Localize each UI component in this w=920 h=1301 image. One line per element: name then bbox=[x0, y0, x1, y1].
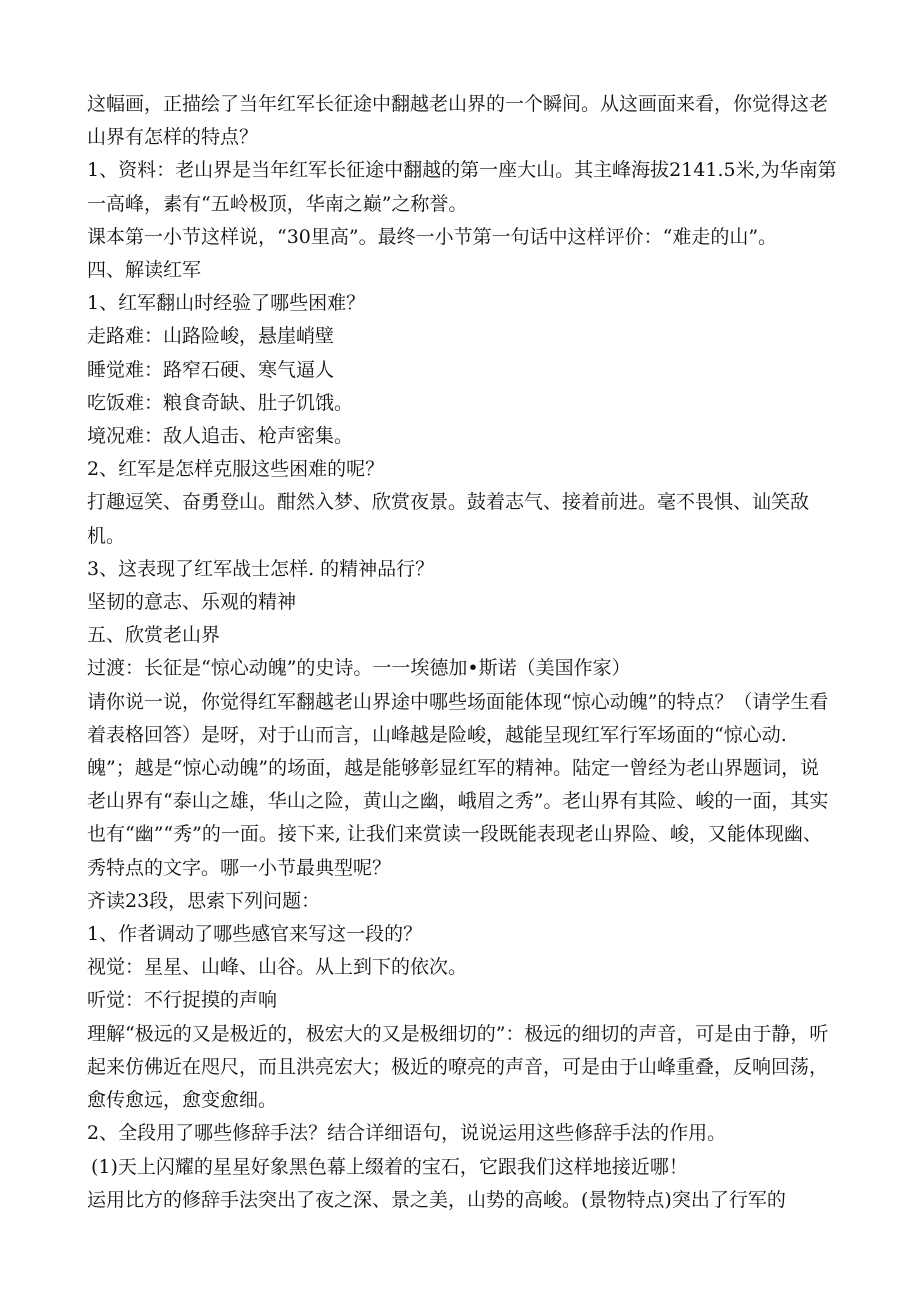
answer-3: 坚韧的意志、乐观的精神 bbox=[87, 591, 297, 614]
difficulty-situation: 境况难：敌人追击、枪声密集。 bbox=[87, 425, 354, 448]
question-2: 2、红军是怎样克服这些困难的呢？ bbox=[87, 458, 385, 481]
question-1: 1、红军翻山时经验了哪些困难？ bbox=[87, 292, 366, 315]
paragraph-intro-question: 这幅画，正描绘了当年红军长征途中翻越老山界的一个瞬间。从这画面来看，你觉得这老山界有怎样的特点？ bbox=[87, 93, 829, 149]
paragraph-material: 1、资料：老山界是当年红军长征途中翻越的第一座大山。其主峰海拔2141.5米,为华南第一高峰，素有“五岭极顶，华南之巅”之称誉。 bbox=[87, 159, 837, 215]
paragraph-textbook-note: 课本第一小节这样说，“30里高”。最终一小节第一句话中这样评价：“难走的山”。 bbox=[87, 225, 778, 248]
document-body bbox=[87, 88, 837, 1217]
paragraph-discussion: 请你说一说，你觉得红军翻越老山界途中哪些场面能体现“惊心动魄”的特点？（请学生看着表格回答）是呀，对于山而言，山峰越是险峻，越能呈现红军行军场面的“惊心动. 魄”；越是“惊心动魄”的场面，越是能够彰显红军的精神。陆定一曾经为老山界题词，说老山界有“泰山之雄，华山之险，黄山之幽，峨眉之秀”。老山界有其险、峻的一面，其实也有“幽”“秀”的一面。接下来, 让我们来赏读一段既能表现老山界险、峻，又能体现幽、秀特点的文字。哪一小节最典型呢？ bbox=[87, 690, 829, 879]
paragraph-analysis: 运用比方的修辞手法突出了夜之深、景之美，山势的高峻。(景物特点)突出了行军的 bbox=[87, 1188, 786, 1211]
paragraph-transition: 过渡：长征是“惊心动魄”的史诗。一一埃德加•斯诺（美国作家） bbox=[87, 657, 631, 680]
paragraph-understanding: 理解“极远的又是极近的，极宏大的又是极细切的”：极远的细切的声音，可是由于静，听起来仿佛近在咫尺，而且洪亮宏大；极近的嘹亮的声音，可是由于山峰重叠，反响回荡，愈传愈远，愈变愈细。 bbox=[87, 1022, 829, 1112]
difficulty-eating: 吃饭难：粮食奇缺、肚子饥饿。 bbox=[87, 391, 354, 414]
question-3: 3、这表现了红军战士怎样. 的精神品行？ bbox=[87, 557, 435, 580]
answer-vision: 视觉：星星、山峰、山谷。从上到下的依次。 bbox=[87, 956, 468, 979]
section-heading-4: 四、解读红军 bbox=[87, 259, 202, 282]
question-rhetoric: 2、全段用了哪些修辞手法？结合详细语句，说说运用这些修辞手法的作用。 bbox=[87, 1122, 727, 1145]
answer-2: 打趣逗笑、奋勇登山。酣然入梦、欣赏夜景。鼓着志气、接着前进。毫不畏惧、讪笑敌机。 bbox=[87, 491, 810, 547]
question-senses: 1、作者调动了哪些感官来写这一段的？ bbox=[87, 923, 423, 946]
paragraph-reading-task: 齐读23段，思索下列问题： bbox=[87, 889, 321, 912]
difficulty-sleeping: 睡觉难：路窄石硬、寒气逼人 bbox=[87, 358, 335, 381]
answer-hearing: 听觉：不行捉摸的声响 bbox=[87, 989, 278, 1012]
example-sentence-1: (1)天上闪耀的星星好象黑色幕上缀着的宝石，它跟我们这样地接近哪！ bbox=[91, 1155, 688, 1178]
difficulty-walking: 走路难：山路险峻，悬崖峭壁 bbox=[87, 325, 335, 348]
section-heading-5: 五、欣赏老山界 bbox=[87, 624, 221, 647]
